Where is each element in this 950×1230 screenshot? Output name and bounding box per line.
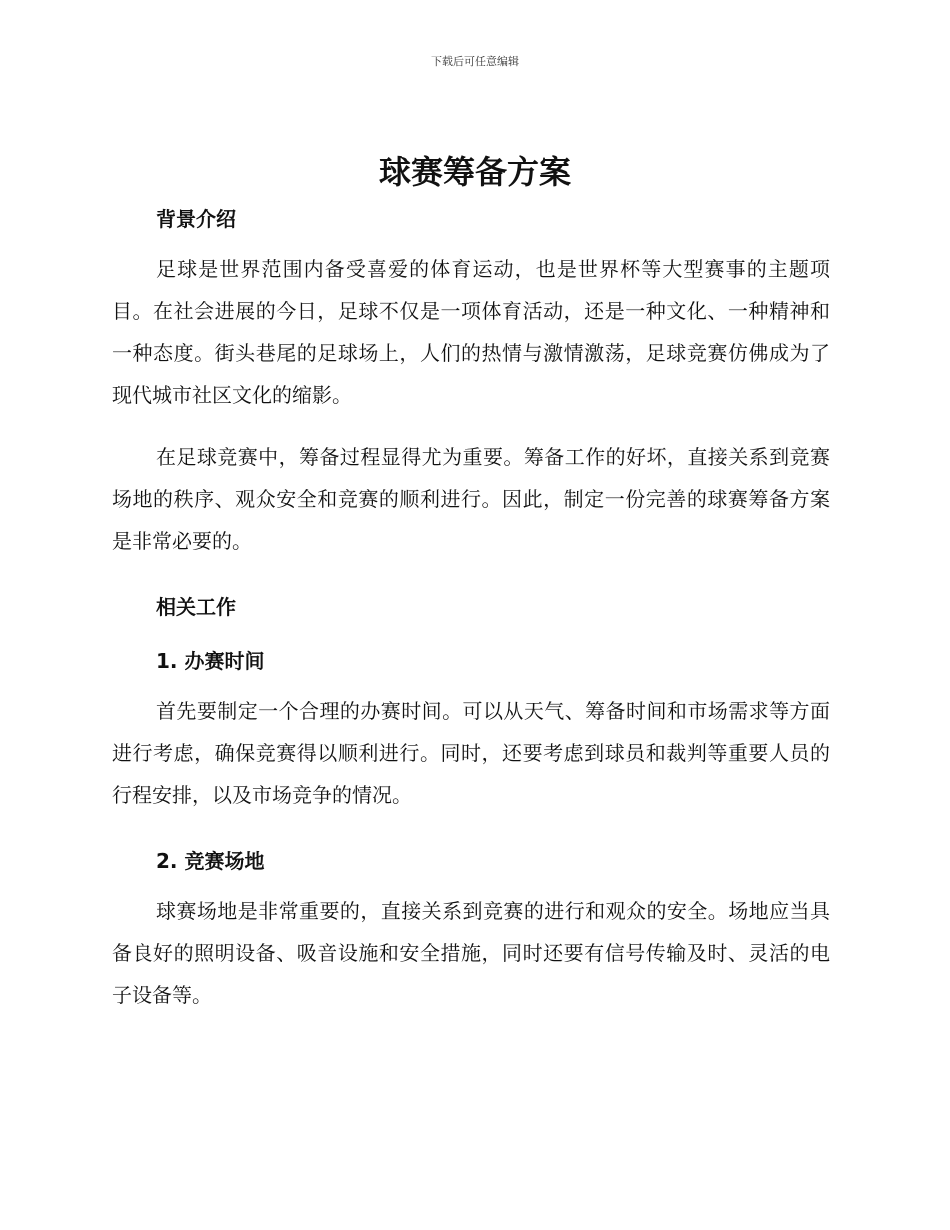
paragraph-background-1: 足球是世界范围内备受喜爱的体育运动，也是世界杯等大型赛事的主题项目。在社会进展的今日，足球不仅是一项体育活动，还是一种文化、一种精神和一种态度。街头巷尾的足球场上，人们的热情与激情激荡，足球竞赛仿佛成为了现代城市社区文化的缩影。 [112, 257, 830, 407]
spacer [112, 416, 830, 436]
section-heading-related: 相关工作 [156, 595, 236, 619]
spacer [112, 878, 830, 890]
spacer [112, 236, 830, 248]
spacer [112, 624, 830, 644]
paragraph-background-2: 在足球竞赛中，筹备过程显得尤为重要。筹备工作的好坏，直接关系到竞赛场地的秩序、观众安全和竞赛的顺利进行。因此，制定一份完善的球赛筹备方案是非常必要的。 [112, 445, 830, 553]
spacer [112, 678, 830, 690]
paragraph-time-1: 首先要制定一个合理的办赛时间。可以从天气、筹备时间和市场需求等方面进行考虑，确保竞赛得以顺利进行。同时，还要考虑到球员和裁判等重要人员的行程安排，以及市场竞争的情况。 [112, 699, 830, 807]
section-heading-background: 背景介绍 [156, 207, 236, 231]
section-heading-time: 1. 办赛时间 [156, 649, 265, 673]
document-body [112, 202, 830, 1016]
section-heading-venue: 2. 竞赛场地 [156, 849, 265, 873]
spacer [112, 816, 830, 844]
page-header-note: 下载后可任意编辑 [431, 55, 519, 68]
paragraph-venue-1: 球赛场地是非常重要的，直接关系到竞赛的进行和观众的安全。场地应当具备良好的照明设备、吸音设施和安全措施，同时还要有信号传输及时、灵活的电子设备等。 [112, 899, 830, 1007]
spacer [112, 562, 830, 590]
document-title: 球赛筹备方案 [378, 153, 571, 191]
